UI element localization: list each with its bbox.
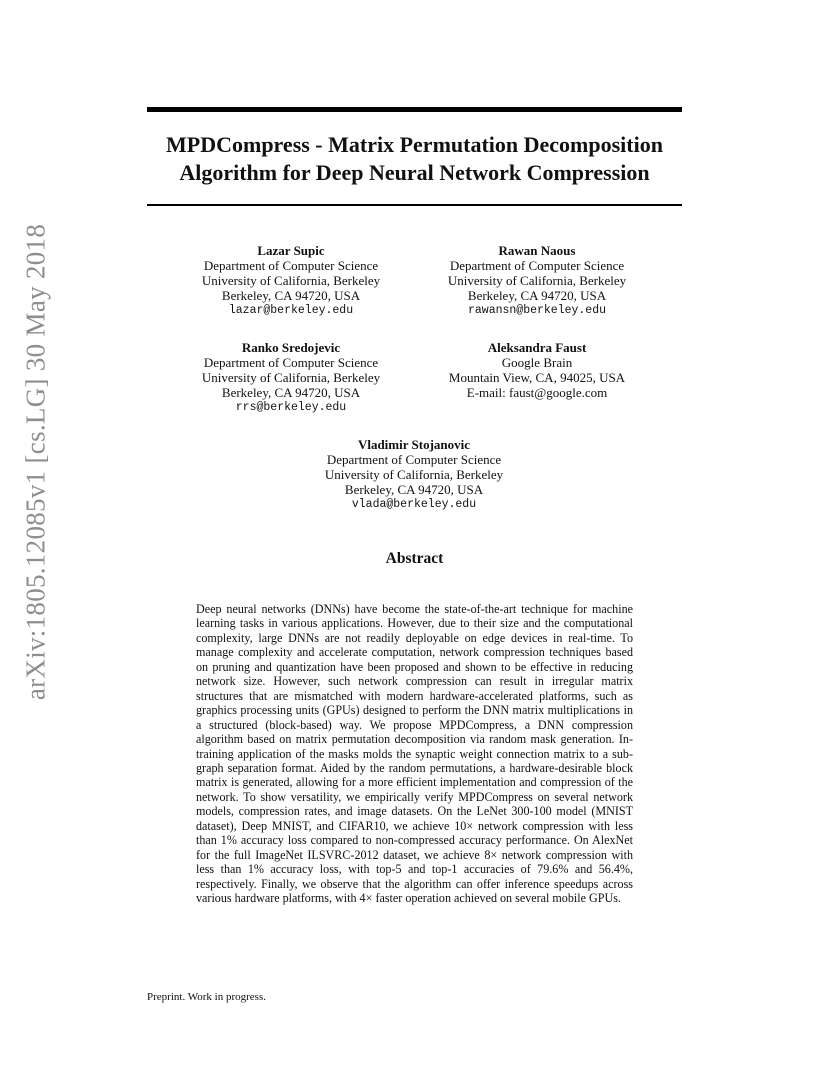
title-top-rule [147,107,682,112]
author-name: Lazar Supic [257,243,325,258]
author-name: Rawan Naous [498,243,576,258]
paper-title [147,131,682,187]
author-university: University of California, Berkeley [324,467,504,482]
author-department: Department of Computer Science [203,258,379,273]
author-email: rawansn@berkeley.edu [467,304,607,317]
author-university: University of California, Berkeley [447,273,627,288]
author-university: University of California, Berkeley [201,370,381,385]
author-location: Mountain View, CA, 94025, USA [448,370,626,385]
abstract-heading: Abstract [385,550,444,567]
author-location: Berkeley, CA 94720, USA [221,288,361,303]
author-name: Ranko Sredojevic [241,340,341,355]
author-university: University of California, Berkeley [201,273,381,288]
paper-title-line-2: Algorithm for Deep Neural Network Compression [179,160,650,185]
author-email: E-mail: faust@google.com [466,385,608,400]
arxiv-stamp: arXiv:1805.12085v1 [cs.LG] 30 May 2018 [20,223,51,701]
author-department: Department of Computer Science [326,452,502,467]
author-email: vlada@berkeley.edu [351,498,477,511]
author-email: rrs@berkeley.edu [235,401,347,414]
author-block-lazar-supic [161,243,421,318]
abstract-body: Deep neural networks (DNNs) have become the state-of-the-art technique for machine learning tasks in various applications. However, due to their size and the computational complexity, large DNNs are not readily deployable on edge devices in real-time. To manage complexity and accelerate computation, network compression techniques based on pruning and quantization have been proposed and shown to be effective in reducing network size. However, such network compression can result in irregular matrix structures that are mismatched with modern hardware-accelerated platforms, such as graphics processing units (GPUs) designed to perform the DNN matrix multiplications in a structured (block-based) way. We propose MPDCompress, a DNN compression algorithm based on matrix permutation decomposition via random mask generation. In-training application of the masks molds the synaptic weight connection matrix to a sub-graph separation format. Aided by the random permutations, a hardware-desirable block matrix is generated, allowing for a more efficient implementation and compression of the network. To show versatility, we empirically verify MPDCompress on several network models, compression rates, and image datasets. On the LeNet 300-100 model (MNIST dataset), Deep MNIST, and CIFAR10, we achieve 10× network compression with less than 1% accuracy loss compared to non-compressed accuracy performance. On AlexNet for the full ImageNet ILSVRC-2012 dataset, we achieve 8× network compression with less than 1% accuracy loss, with top-5 and top-1 accuracies of 79.6% and 56.4%, respectively. Finally, we observe that the algorithm can offer inference speedups across various hardware platforms, with 4× faster operation achieved on several mobile GPUs. [196,602,633,906]
author-department: Department of Computer Science [203,355,379,370]
author-block-rawan-naous [407,243,667,318]
author-department: Department of Computer Science [449,258,625,273]
preprint-footnote: Preprint. Work in progress. [147,991,266,1003]
author-block-ranko-sredojevic [161,340,421,415]
author-email: lazar@berkeley.edu [228,304,354,317]
author-name: Aleksandra Faust [487,340,587,355]
author-location: Berkeley, CA 94720, USA [467,288,607,303]
author-block-vladimir-stojanovic [284,437,544,512]
author-name: Vladimir Stojanovic [357,437,471,452]
author-block-aleksandra-faust [407,340,667,400]
title-bottom-rule [147,204,682,206]
author-affiliation: Google Brain [501,355,573,370]
author-location: Berkeley, CA 94720, USA [221,385,361,400]
author-location: Berkeley, CA 94720, USA [344,482,484,497]
paper-title-line-1: MPDCompress - Matrix Permutation Decomposition [166,132,663,157]
